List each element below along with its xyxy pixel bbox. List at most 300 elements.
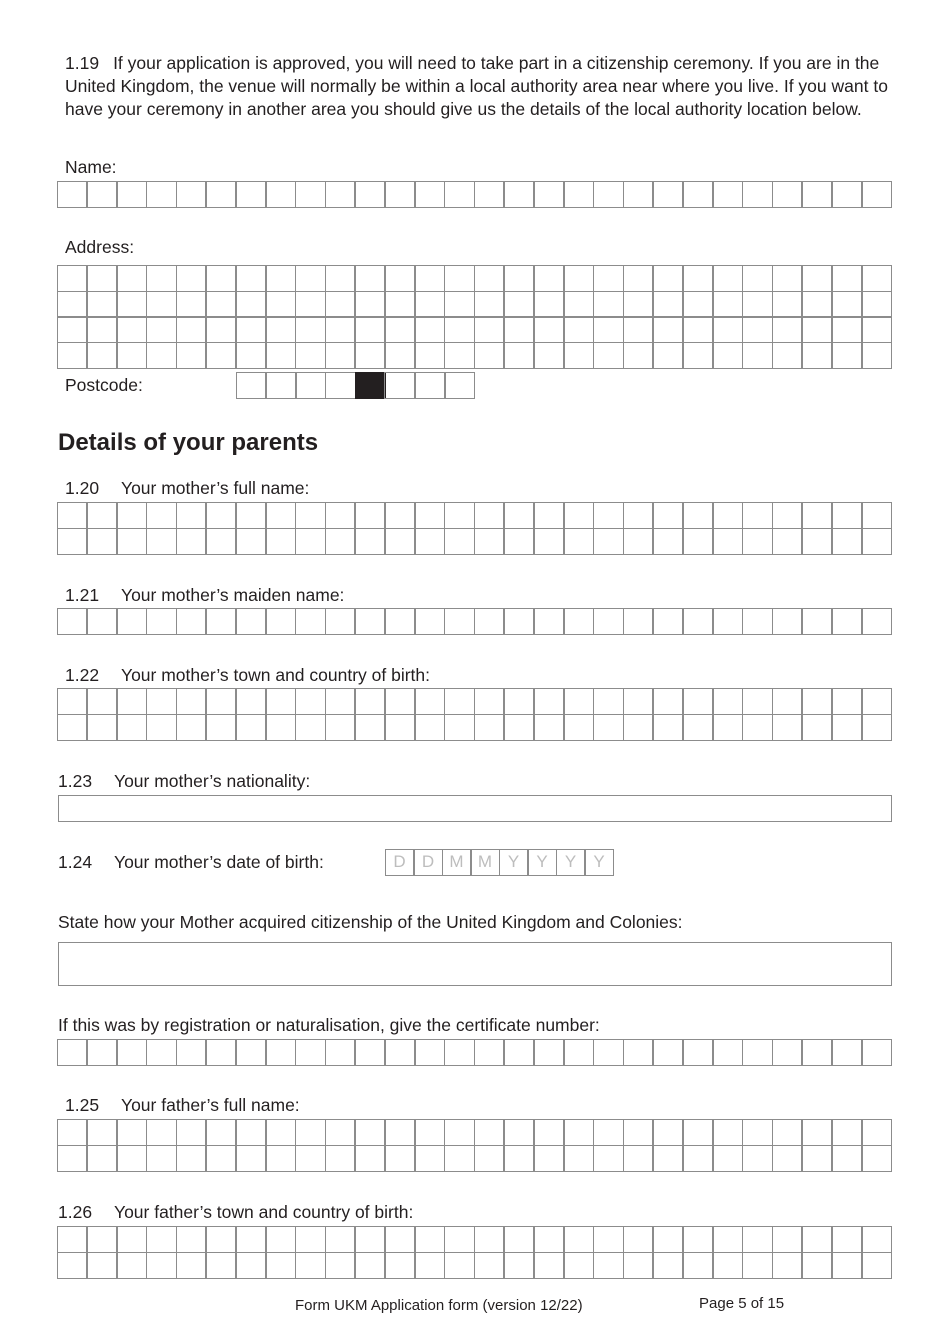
character-cell[interactable] xyxy=(354,291,385,318)
character-cell[interactable] xyxy=(414,688,445,715)
character-cell[interactable] xyxy=(712,265,743,292)
character-cell[interactable] xyxy=(414,502,445,529)
character-cell[interactable] xyxy=(325,688,356,715)
character-cell[interactable] xyxy=(593,688,624,715)
character-cell[interactable] xyxy=(295,342,326,369)
character-cell[interactable] xyxy=(712,181,743,208)
character-cell[interactable] xyxy=(503,528,534,555)
character-cell[interactable] xyxy=(533,265,564,292)
character-cell[interactable] xyxy=(623,1252,654,1279)
character-cell[interactable] xyxy=(146,1226,177,1253)
character-cell[interactable] xyxy=(652,688,683,715)
date-digit-cell[interactable]: D xyxy=(413,849,443,876)
character-cell[interactable] xyxy=(176,181,207,208)
ceremony-address-input[interactable] xyxy=(58,265,892,369)
character-cell[interactable] xyxy=(236,372,267,399)
character-cell[interactable] xyxy=(593,316,624,343)
character-cell[interactable] xyxy=(414,265,445,292)
character-cell[interactable] xyxy=(474,1119,505,1146)
character-cell[interactable] xyxy=(712,688,743,715)
character-cell[interactable] xyxy=(354,1226,385,1253)
character-cell[interactable] xyxy=(57,316,88,343)
character-cell[interactable] xyxy=(474,608,505,635)
character-cell[interactable] xyxy=(861,1226,892,1253)
character-cell[interactable] xyxy=(652,714,683,741)
character-cell[interactable] xyxy=(384,1119,415,1146)
character-cell[interactable] xyxy=(205,1119,236,1146)
character-cell[interactable] xyxy=(325,265,356,292)
mother-nationality-input[interactable] xyxy=(58,795,892,822)
character-cell[interactable] xyxy=(235,1252,266,1279)
character-cell[interactable] xyxy=(593,1039,624,1066)
character-cell[interactable] xyxy=(414,342,445,369)
character-cell[interactable] xyxy=(57,1119,88,1146)
character-cell[interactable] xyxy=(742,1039,773,1066)
character-cell[interactable] xyxy=(801,342,832,369)
character-cell[interactable] xyxy=(265,372,296,399)
character-cell[interactable] xyxy=(414,316,445,343)
character-cell[interactable] xyxy=(176,342,207,369)
character-cell[interactable] xyxy=(325,1226,356,1253)
character-cell[interactable] xyxy=(742,265,773,292)
character-cell[interactable] xyxy=(563,181,594,208)
character-cell[interactable] xyxy=(772,1252,803,1279)
character-cell[interactable] xyxy=(772,181,803,208)
character-cell[interactable] xyxy=(444,316,475,343)
character-cell[interactable] xyxy=(444,688,475,715)
character-cell[interactable] xyxy=(623,342,654,369)
character-cell[interactable] xyxy=(474,265,505,292)
character-cell[interactable] xyxy=(623,1039,654,1066)
character-cell[interactable] xyxy=(384,291,415,318)
character-cell[interactable] xyxy=(265,181,296,208)
character-cell[interactable] xyxy=(444,372,475,399)
character-cell[interactable] xyxy=(533,291,564,318)
character-cell[interactable] xyxy=(444,528,475,555)
character-cell[interactable] xyxy=(86,608,117,635)
character-cell[interactable] xyxy=(652,608,683,635)
character-cell[interactable] xyxy=(503,1039,534,1066)
character-cell[interactable] xyxy=(831,316,862,343)
character-cell[interactable] xyxy=(593,1226,624,1253)
character-cell[interactable] xyxy=(474,1039,505,1066)
character-cell[interactable] xyxy=(354,528,385,555)
character-cell[interactable] xyxy=(57,608,88,635)
character-cell[interactable] xyxy=(712,342,743,369)
character-cell[interactable] xyxy=(414,528,445,555)
character-cell[interactable] xyxy=(533,1145,564,1172)
character-cell[interactable] xyxy=(801,688,832,715)
character-cell[interactable] xyxy=(57,528,88,555)
character-cell[interactable] xyxy=(474,291,505,318)
date-digit-cell[interactable]: M xyxy=(470,849,500,876)
character-cell[interactable] xyxy=(235,1119,266,1146)
character-cell[interactable] xyxy=(742,1252,773,1279)
character-cell[interactable] xyxy=(831,342,862,369)
character-cell[interactable] xyxy=(563,1226,594,1253)
character-cell[interactable] xyxy=(772,1039,803,1066)
character-cell[interactable] xyxy=(563,608,594,635)
character-cell[interactable] xyxy=(801,1039,832,1066)
character-cell[interactable] xyxy=(593,608,624,635)
character-cell[interactable] xyxy=(384,502,415,529)
date-digit-cell[interactable]: Y xyxy=(499,849,529,876)
character-cell[interactable] xyxy=(563,1252,594,1279)
character-cell[interactable] xyxy=(652,1039,683,1066)
character-cell[interactable] xyxy=(205,528,236,555)
character-cell[interactable] xyxy=(146,608,177,635)
character-cell[interactable] xyxy=(86,316,117,343)
character-cell[interactable] xyxy=(116,502,147,529)
character-cell[interactable] xyxy=(831,528,862,555)
character-cell[interactable] xyxy=(265,1226,296,1253)
character-cell[interactable] xyxy=(563,502,594,529)
character-cell[interactable] xyxy=(623,1226,654,1253)
character-cell[interactable] xyxy=(474,342,505,369)
character-cell[interactable] xyxy=(503,316,534,343)
character-cell[interactable] xyxy=(682,316,713,343)
character-cell[interactable] xyxy=(444,291,475,318)
character-cell[interactable] xyxy=(325,608,356,635)
character-cell[interactable] xyxy=(414,714,445,741)
character-cell[interactable] xyxy=(176,1145,207,1172)
character-cell[interactable] xyxy=(265,1252,296,1279)
character-cell[interactable] xyxy=(712,528,743,555)
character-cell[interactable] xyxy=(861,1039,892,1066)
character-cell[interactable] xyxy=(682,528,713,555)
character-cell[interactable] xyxy=(414,181,445,208)
character-cell[interactable] xyxy=(801,265,832,292)
character-cell[interactable] xyxy=(652,265,683,292)
character-cell[interactable] xyxy=(235,316,266,343)
character-cell[interactable] xyxy=(86,1119,117,1146)
character-cell[interactable] xyxy=(57,265,88,292)
character-cell[interactable] xyxy=(265,291,296,318)
character-cell[interactable] xyxy=(414,1039,445,1066)
character-cell[interactable] xyxy=(861,502,892,529)
character-cell[interactable] xyxy=(146,316,177,343)
character-cell[interactable] xyxy=(176,1252,207,1279)
date-digit-cell[interactable]: Y xyxy=(527,849,557,876)
character-cell[interactable] xyxy=(772,342,803,369)
character-cell[interactable] xyxy=(503,714,534,741)
character-cell[interactable] xyxy=(116,528,147,555)
character-cell[interactable] xyxy=(146,1145,177,1172)
character-cell[interactable] xyxy=(354,608,385,635)
character-cell[interactable] xyxy=(86,688,117,715)
character-cell[interactable] xyxy=(861,265,892,292)
character-cell[interactable] xyxy=(384,342,415,369)
character-cell[interactable] xyxy=(503,1119,534,1146)
character-cell[interactable] xyxy=(801,1252,832,1279)
character-cell[interactable] xyxy=(176,688,207,715)
character-cell[interactable] xyxy=(295,608,326,635)
character-cell[interactable] xyxy=(712,1226,743,1253)
character-cell[interactable] xyxy=(295,372,326,399)
character-cell[interactable] xyxy=(742,608,773,635)
character-cell[interactable] xyxy=(742,714,773,741)
character-cell[interactable] xyxy=(623,316,654,343)
character-cell[interactable] xyxy=(742,342,773,369)
character-cell[interactable] xyxy=(235,1039,266,1066)
character-cell[interactable] xyxy=(354,1039,385,1066)
character-cell[interactable] xyxy=(474,688,505,715)
character-cell[interactable] xyxy=(205,714,236,741)
character-cell[interactable] xyxy=(801,1119,832,1146)
character-cell[interactable] xyxy=(146,714,177,741)
character-cell[interactable] xyxy=(57,1252,88,1279)
character-cell[interactable] xyxy=(563,1039,594,1066)
character-cell[interactable] xyxy=(801,714,832,741)
character-cell[interactable] xyxy=(503,608,534,635)
character-cell[interactable] xyxy=(444,1039,475,1066)
character-cell[interactable] xyxy=(295,316,326,343)
character-cell[interactable] xyxy=(444,181,475,208)
character-cell[interactable] xyxy=(295,688,326,715)
character-cell[interactable] xyxy=(861,181,892,208)
character-cell[interactable] xyxy=(325,1039,356,1066)
character-cell[interactable] xyxy=(503,502,534,529)
character-cell[interactable] xyxy=(772,528,803,555)
character-cell[interactable] xyxy=(414,1145,445,1172)
character-cell[interactable] xyxy=(295,1119,326,1146)
character-cell[interactable] xyxy=(146,181,177,208)
character-cell[interactable] xyxy=(265,342,296,369)
character-cell[interactable] xyxy=(176,265,207,292)
ceremony-postcode-input[interactable] xyxy=(237,372,475,399)
character-cell[interactable] xyxy=(623,528,654,555)
character-cell[interactable] xyxy=(474,181,505,208)
character-cell[interactable] xyxy=(176,608,207,635)
character-cell[interactable] xyxy=(86,714,117,741)
character-cell[interactable] xyxy=(682,1252,713,1279)
character-cell[interactable] xyxy=(146,528,177,555)
character-cell[interactable] xyxy=(712,291,743,318)
character-cell[interactable] xyxy=(116,342,147,369)
character-cell[interactable] xyxy=(623,1145,654,1172)
character-cell[interactable] xyxy=(354,181,385,208)
character-cell[interactable] xyxy=(295,1145,326,1172)
character-cell[interactable] xyxy=(444,342,475,369)
character-cell[interactable] xyxy=(861,1252,892,1279)
character-cell[interactable] xyxy=(116,1252,147,1279)
character-cell[interactable] xyxy=(116,291,147,318)
character-cell[interactable] xyxy=(86,1039,117,1066)
character-cell[interactable] xyxy=(295,1252,326,1279)
character-cell[interactable] xyxy=(235,265,266,292)
character-cell[interactable] xyxy=(354,265,385,292)
character-cell[interactable] xyxy=(384,1039,415,1066)
character-cell[interactable] xyxy=(384,528,415,555)
character-cell[interactable] xyxy=(682,608,713,635)
character-cell[interactable] xyxy=(563,688,594,715)
character-cell[interactable] xyxy=(235,181,266,208)
character-cell[interactable] xyxy=(57,714,88,741)
character-cell[interactable] xyxy=(623,714,654,741)
character-cell[interactable] xyxy=(176,1119,207,1146)
character-cell[interactable] xyxy=(116,608,147,635)
character-cell[interactable] xyxy=(235,502,266,529)
character-cell[interactable] xyxy=(682,1039,713,1066)
character-cell[interactable] xyxy=(831,714,862,741)
character-cell[interactable] xyxy=(801,181,832,208)
character-cell[interactable] xyxy=(265,265,296,292)
character-cell[interactable] xyxy=(295,1039,326,1066)
character-cell[interactable] xyxy=(682,265,713,292)
character-cell[interactable] xyxy=(86,342,117,369)
character-cell[interactable] xyxy=(652,1119,683,1146)
character-cell[interactable] xyxy=(444,1119,475,1146)
character-cell[interactable] xyxy=(474,1252,505,1279)
character-cell[interactable] xyxy=(533,342,564,369)
character-cell[interactable] xyxy=(682,714,713,741)
character-cell[interactable] xyxy=(205,608,236,635)
character-cell[interactable] xyxy=(325,1119,356,1146)
character-cell[interactable] xyxy=(474,1145,505,1172)
character-cell[interactable] xyxy=(176,316,207,343)
character-cell[interactable] xyxy=(682,1119,713,1146)
character-cell[interactable] xyxy=(474,1226,505,1253)
character-cell[interactable] xyxy=(652,1252,683,1279)
character-cell[interactable] xyxy=(205,1226,236,1253)
character-cell[interactable] xyxy=(325,528,356,555)
character-cell[interactable] xyxy=(265,608,296,635)
character-cell[interactable] xyxy=(116,1039,147,1066)
character-cell[interactable] xyxy=(444,608,475,635)
character-cell[interactable] xyxy=(772,608,803,635)
character-cell[interactable] xyxy=(295,528,326,555)
character-cell[interactable] xyxy=(623,265,654,292)
character-cell[interactable] xyxy=(623,688,654,715)
character-cell[interactable] xyxy=(652,502,683,529)
character-cell[interactable] xyxy=(86,265,117,292)
character-cell[interactable] xyxy=(831,608,862,635)
character-cell[interactable] xyxy=(593,291,624,318)
character-cell[interactable] xyxy=(801,1226,832,1253)
character-cell[interactable] xyxy=(742,1226,773,1253)
ceremony-name-input[interactable] xyxy=(58,181,892,208)
character-cell[interactable] xyxy=(116,265,147,292)
character-cell[interactable] xyxy=(533,1252,564,1279)
character-cell[interactable] xyxy=(593,714,624,741)
character-cell[interactable] xyxy=(444,1252,475,1279)
character-cell[interactable] xyxy=(325,342,356,369)
father-full-name-input[interactable] xyxy=(58,1119,892,1172)
date-digit-cell[interactable]: D xyxy=(385,849,415,876)
character-cell[interactable] xyxy=(116,1119,147,1146)
character-cell[interactable] xyxy=(414,372,445,399)
character-cell[interactable] xyxy=(146,1039,177,1066)
character-cell[interactable] xyxy=(652,342,683,369)
character-cell[interactable] xyxy=(86,1226,117,1253)
character-cell[interactable] xyxy=(712,502,743,529)
character-cell[interactable] xyxy=(563,265,594,292)
character-cell[interactable] xyxy=(682,502,713,529)
character-cell[interactable] xyxy=(474,528,505,555)
character-cell[interactable] xyxy=(801,502,832,529)
character-cell[interactable] xyxy=(265,714,296,741)
character-cell[interactable] xyxy=(57,1226,88,1253)
character-cell[interactable] xyxy=(742,316,773,343)
mother-full-name-input[interactable] xyxy=(58,502,892,555)
character-cell[interactable] xyxy=(831,291,862,318)
character-cell[interactable] xyxy=(384,181,415,208)
character-cell[interactable] xyxy=(831,1226,862,1253)
character-cell[interactable] xyxy=(116,1145,147,1172)
character-cell[interactable] xyxy=(325,1145,356,1172)
character-cell[interactable] xyxy=(682,1145,713,1172)
character-cell[interactable] xyxy=(593,342,624,369)
character-cell[interactable] xyxy=(146,342,177,369)
character-cell[interactable] xyxy=(57,342,88,369)
character-cell[interactable] xyxy=(563,291,594,318)
character-cell[interactable] xyxy=(354,1119,385,1146)
character-cell[interactable] xyxy=(265,502,296,529)
character-cell[interactable] xyxy=(146,265,177,292)
character-cell[interactable] xyxy=(57,1145,88,1172)
character-cell[interactable] xyxy=(801,291,832,318)
character-cell[interactable] xyxy=(146,688,177,715)
character-cell[interactable] xyxy=(593,1145,624,1172)
character-cell[interactable] xyxy=(742,502,773,529)
character-cell[interactable] xyxy=(682,291,713,318)
character-cell[interactable] xyxy=(205,265,236,292)
character-cell[interactable] xyxy=(503,291,534,318)
character-cell[interactable] xyxy=(265,1039,296,1066)
character-cell[interactable] xyxy=(444,1145,475,1172)
character-cell[interactable] xyxy=(861,714,892,741)
character-cell[interactable] xyxy=(265,1119,296,1146)
character-cell[interactable] xyxy=(772,714,803,741)
character-cell[interactable] xyxy=(235,688,266,715)
character-cell[interactable] xyxy=(116,714,147,741)
character-cell[interactable] xyxy=(831,181,862,208)
character-cell[interactable] xyxy=(861,291,892,318)
character-cell[interactable] xyxy=(861,1145,892,1172)
character-cell[interactable] xyxy=(503,265,534,292)
character-cell[interactable] xyxy=(831,1145,862,1172)
character-cell[interactable] xyxy=(86,1145,117,1172)
character-cell[interactable] xyxy=(652,528,683,555)
character-cell[interactable] xyxy=(414,291,445,318)
character-cell[interactable] xyxy=(801,316,832,343)
character-cell[interactable] xyxy=(325,181,356,208)
character-cell[interactable] xyxy=(652,1226,683,1253)
character-cell[interactable] xyxy=(772,1226,803,1253)
character-cell[interactable] xyxy=(295,181,326,208)
character-cell[interactable] xyxy=(593,265,624,292)
character-cell[interactable] xyxy=(86,291,117,318)
character-cell[interactable] xyxy=(533,714,564,741)
character-cell[interactable] xyxy=(86,181,117,208)
character-cell[interactable] xyxy=(205,181,236,208)
character-cell[interactable] xyxy=(414,1226,445,1253)
character-cell[interactable] xyxy=(831,1119,862,1146)
character-cell[interactable] xyxy=(146,502,177,529)
character-cell[interactable] xyxy=(354,502,385,529)
character-cell[interactable] xyxy=(354,316,385,343)
character-cell[interactable] xyxy=(444,502,475,529)
character-cell[interactable] xyxy=(235,1226,266,1253)
character-cell[interactable] xyxy=(801,608,832,635)
character-cell[interactable] xyxy=(593,1252,624,1279)
character-cell[interactable] xyxy=(176,1226,207,1253)
character-cell[interactable] xyxy=(503,1226,534,1253)
character-cell[interactable] xyxy=(563,714,594,741)
character-cell[interactable] xyxy=(801,1145,832,1172)
character-cell[interactable] xyxy=(712,1039,743,1066)
character-cell[interactable] xyxy=(533,502,564,529)
